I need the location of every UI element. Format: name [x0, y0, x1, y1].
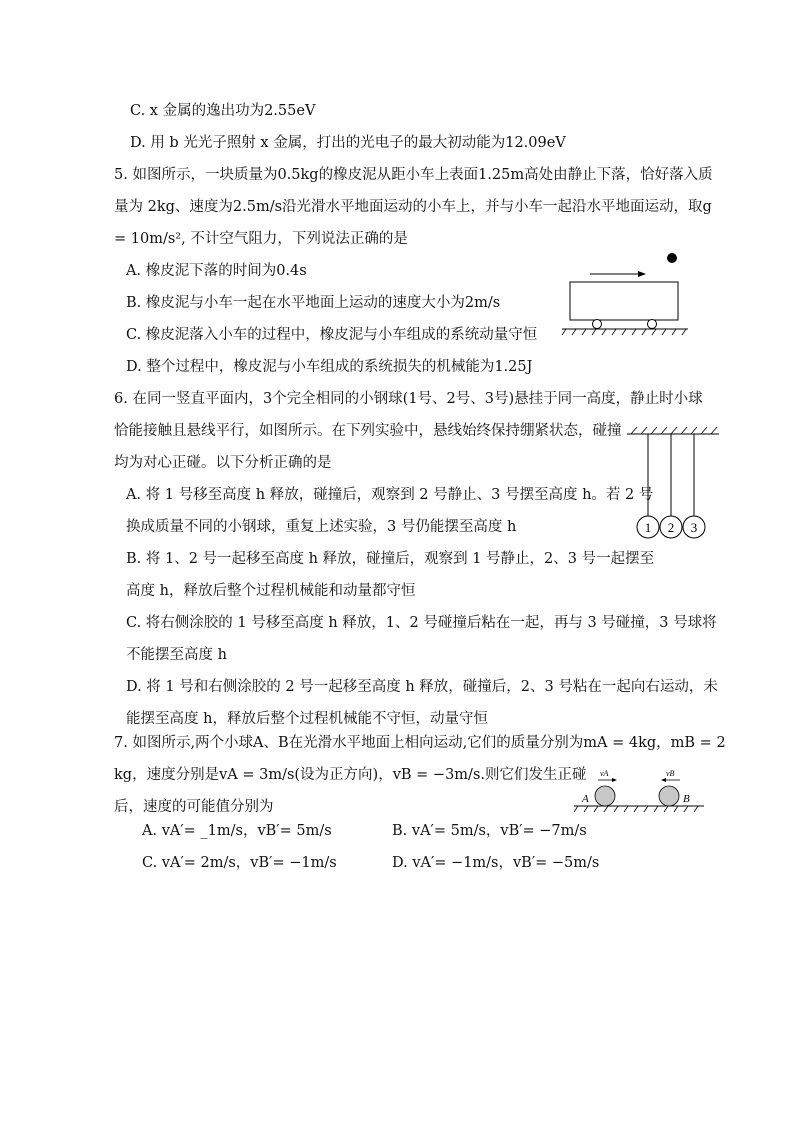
- q7-option-d: D. vA′= −1m/s，vB′= −5m/s: [392, 855, 600, 871]
- vb-arrow-head-icon: [661, 778, 666, 782]
- q5-stem-line3: = 10m/s², 不计空气阻力，下列说法正确的是: [114, 231, 408, 247]
- q4-option-c: C. x 金属的逸出功为2.55eV: [130, 103, 316, 119]
- ball-a-label: A: [582, 793, 589, 805]
- q7-option-b: B. vA′= 5m/s，vB′= −7m/s: [392, 823, 587, 839]
- q5-stem-line1: 5. 如图所示，一块质量为0.5kg的橡皮泥从距小车上表面1.25m高处由静止下落，恰好落入质: [114, 167, 713, 183]
- ball-b-label: B: [683, 793, 690, 805]
- q5-stem-line2: 量为 2kg、速度为2.5m/s沿光滑水平地面运动的小车上，并与小车一起沿水平地面运动，取g: [114, 199, 712, 215]
- q6-option-c-line1: C. 将右侧涂胶的 1 号移至高度 h 释放，1、2 号碰撞后粘在一起，再与 3 号碰撞，3 号球将: [126, 615, 717, 631]
- q6-stem-line3: 均为对心正碰。以下分析正确的是: [114, 455, 332, 471]
- q6-option-a-line1: A. 将 1 号移至高度 h 释放，碰撞后，观察到 2 号静止、3 号摆至高度 h。若 2 号: [126, 487, 654, 503]
- q5-option-b: B. 橡皮泥与小车一起在水平地面上运动的速度大小为2m/s: [126, 295, 501, 311]
- vb-label: vB: [666, 769, 675, 778]
- pendulum-figure: [625, 424, 725, 544]
- q6-option-a-line2: 换成质量不同的小钢球，重复上述实验，3 号仍能摆至高度 h: [126, 519, 517, 535]
- q4-option-d: D. 用 b 光光子照射 x 金属，打出的光电子的最大初动能为12.09eV: [130, 135, 566, 151]
- q6-option-c-line2: 不能摆至高度 h: [126, 647, 227, 663]
- cart-body: [570, 282, 678, 320]
- q6-option-b-line1: B. 将 1、2 号一起移至高度 h 释放，碰撞后，观察到 1 号静止，2、3 号一起摆至: [126, 551, 655, 567]
- cart-wheel-left: [593, 320, 602, 329]
- ceiling-hatch: [631, 427, 717, 434]
- ball-a: [595, 786, 615, 806]
- q6-stem-line2: 恰能接触且悬线平行，如图所示。在下列实验中，悬线始终保持绷紧状态，碰撞: [114, 423, 622, 439]
- q5-option-d: D. 整个过程中，橡皮泥与小车组成的系统损失的机械能为1.25J: [126, 359, 533, 375]
- q7-stem-line3: 后，速度的可能值分别为: [114, 799, 274, 815]
- floor-hatch: [574, 806, 698, 812]
- va-label: vA: [600, 769, 609, 778]
- clay-ball: [667, 253, 677, 263]
- arrow-head-icon: [638, 271, 646, 277]
- ball-b: [659, 786, 679, 806]
- cart-figure: [560, 248, 700, 338]
- q5-option-a: A. 橡皮泥下落的时间为0.4s: [126, 263, 307, 279]
- q7-option-a: A. vA′= _1m/s，vB′= 5m/s: [142, 823, 332, 839]
- va-arrow-head-icon: [612, 778, 617, 782]
- ball-2-label: 2: [667, 520, 675, 535]
- q7-option-c: C. vA′= 2m/s，vB′= −1m/s: [142, 855, 337, 871]
- ball-3-label: 3: [690, 520, 698, 535]
- cart-wheel-right: [648, 320, 657, 329]
- q5-option-c: C. 橡皮泥落入小车的过程中，橡皮泥与小车组成的系统动量守恒: [126, 327, 538, 343]
- collision-figure: [570, 762, 710, 822]
- q6-option-b-line2: 高度 h，释放后整个过程机械能和动量都守恒: [126, 583, 416, 599]
- ball-1-label: 1: [644, 520, 652, 535]
- q7-stem-line2: kg，速度分别是vA = 3m/s(设为正方向)，vB = −3m/s.则它们发生正碰: [114, 767, 587, 783]
- q6-option-d-line2: 能摆至高度 h，释放后整个过程机械能不守恒，动量守恒: [126, 711, 488, 727]
- q7-stem-line1: 7. 如图所示,两个小球A、B在光滑水平地面上相向运动,它们的质量分别为mA = 4kg，mB = 2: [114, 735, 726, 751]
- ground-hatch: [562, 329, 686, 335]
- q6-option-d-line1: D. 将 1 号和右侧涂胶的 2 号一起移至高度 h 释放，碰撞后，2、3 号粘在一起向右运动，未: [126, 679, 718, 695]
- q6-stem-line1: 6. 在同一竖直平面内，3个完全相同的小钢球(1号、2号、3号)悬挂于同一高度，静止时小球: [114, 391, 703, 407]
